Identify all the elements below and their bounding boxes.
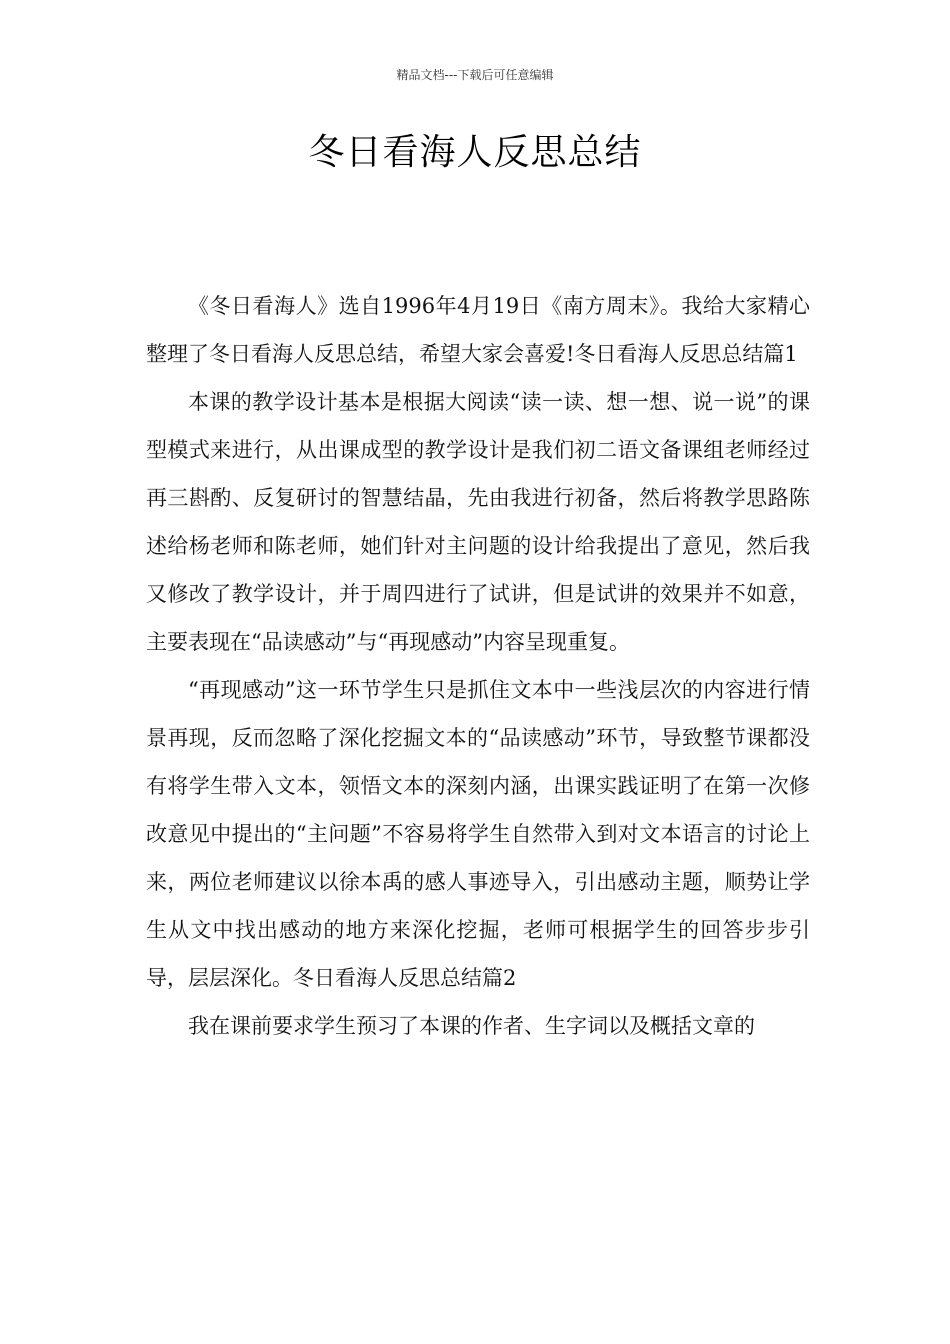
document-body xyxy=(146,282,810,1050)
paragraph-preview: 我在课前要求学生预习了本课的作者、生字词以及概括文章的 xyxy=(188,1014,755,1038)
paragraph-teaching-design: 本课的教学设计基本是根据大阅读“读一读、想一想、说一说”的课型模式来进行，从出课成型的教学设计是我们初二语文备课组老师经过再三斟酌、反复研讨的智慧结晶，先由我进行初备，然后将教学思路陈述给杨老师和陈老师，她们针对主问题的设计给我提出了意见，然后我又修改了教学设计，并于周四进行了试讲，但是试讲的效果并不如意，主要表现在“品读感动”与“再现感动”内容呈现重复。 xyxy=(146,390,810,654)
paragraph-intro: 《冬日看海人》选自1996年4月19日《南方周末》。我给大家精心整理了冬日看海人反思总结，希望大家会喜爱!冬日看海人反思总结篇1 xyxy=(146,294,810,366)
header-note: 精品文档---下载后可任意编辑 xyxy=(396,68,554,82)
paragraph-reflection: “再现感动”这一环节学生只是抓住文本中一些浅层次的内容进行情景再现，反而忽略了深化挖掘文本的“品读感动”环节，导致整节课都没有将学生带入文本，领悟文本的深刻内涵，出课实践证明了在第一次修改意见中提出的“主问题”不容易将学生自然带入到对文本语言的讨论上来，两位老师建议以徐本禹的感人事迹导入，引出感动主题，顺势让学生从文中找出感动的地方来深化挖掘，老师可根据学生的回答步步引导，层层深化。冬日看海人反思总结篇2 xyxy=(146,678,810,990)
document-title: 冬日看海人反思总结 xyxy=(308,132,642,173)
